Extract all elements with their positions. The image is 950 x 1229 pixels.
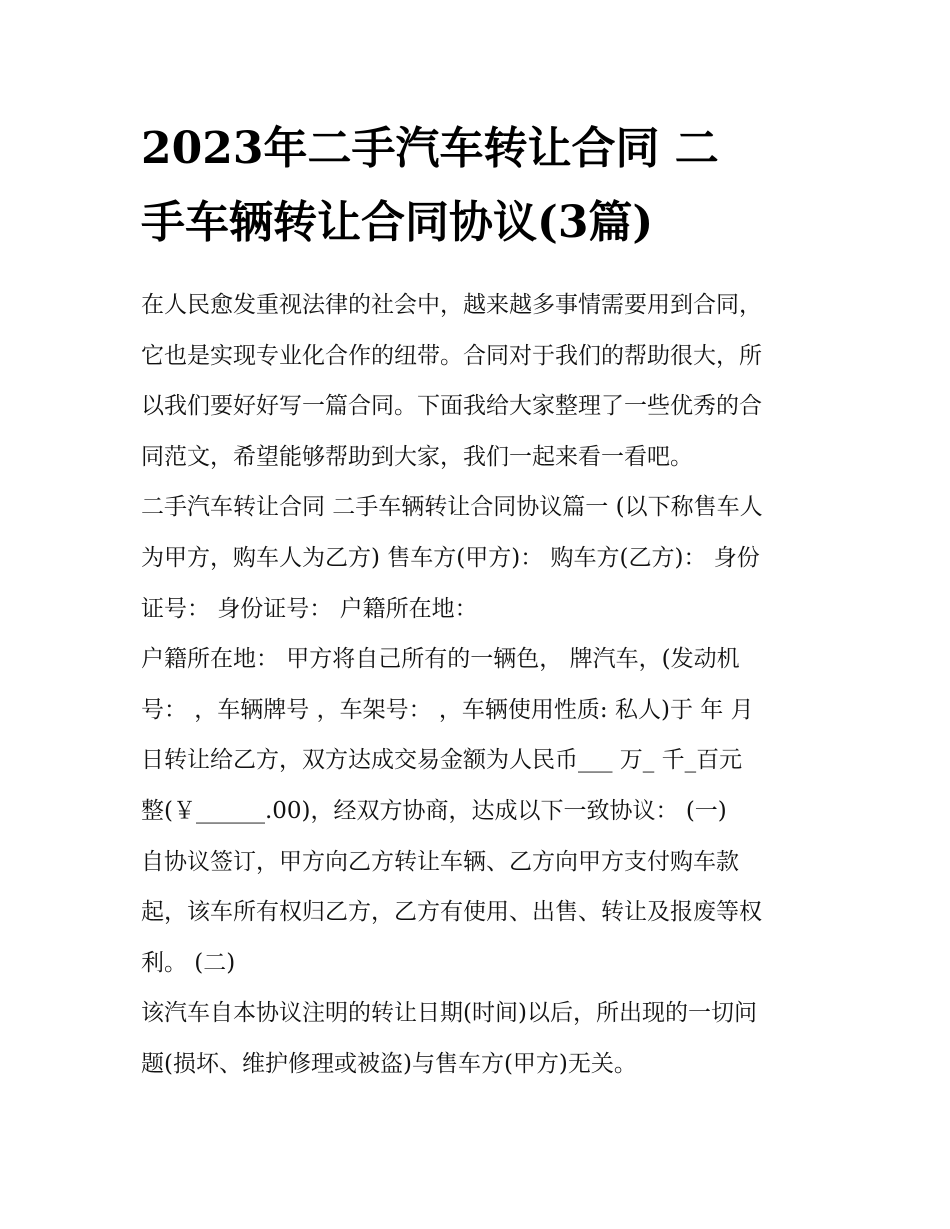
body-line: 证号： 身份证号： 户籍所在地： — [141, 595, 478, 622]
body-line: 该汽车自本协议注明的转让日期(时间)以后，所出现的一切问 — [141, 1000, 757, 1027]
body-line: 为甲方，购车人为乙方) 售车方(甲方)： 购车方(乙方)： 身份 — [141, 544, 760, 571]
body-line: 它也是实现专业化合作的纽带。合同对于我们的帮助很大，所 — [141, 342, 762, 369]
body-line: 题(损坏、维护修理或被盗)与售车方(甲方)无关。 — [141, 1050, 637, 1077]
body-line: 自协议签订，甲方向乙方转让车辆、乙方向甲方支付购车款 — [141, 848, 739, 875]
body-line: 在人民愈发重视法律的社会中，越来越多事情需要用到合同， — [141, 292, 762, 318]
body-line: 整(￥______.00)，经双方协商，达成以下一致协议： (一) — [141, 797, 727, 824]
document-title — [141, 112, 821, 260]
body-line: 以我们要好好写一篇合同。下面我给大家整理了一些优秀的合 — [141, 393, 762, 420]
body-line: 利。 (二) — [141, 949, 236, 976]
body-line: 日转让给乙方，双方达成交易金额为人民币___ 万_ 千_百元 — [141, 747, 743, 774]
body-line: 户籍所在地： 甲方将自己所有的一辆色， 牌汽车，(发动机 — [141, 646, 740, 673]
title-line: 手车辆转让合同协议(3篇) — [141, 197, 654, 248]
document-body — [141, 280, 821, 1090]
body-line: 同范文，希望能够帮助到大家，我们一起来看一看吧。 — [141, 443, 693, 470]
body-line: 号： ，车辆牌号 ，车架号： ，车辆使用性质: 私人)于 年 月 — [141, 696, 754, 723]
body-line: 二手汽车转让合同 二手车辆转让合同协议篇一 (以下称售车人 — [141, 494, 763, 521]
body-line: 起，该车所有权归乙方，乙方有使用、出售、转让及报废等权 — [141, 899, 762, 926]
title-line: 2023年二手汽车转让合同 二 — [141, 123, 719, 174]
